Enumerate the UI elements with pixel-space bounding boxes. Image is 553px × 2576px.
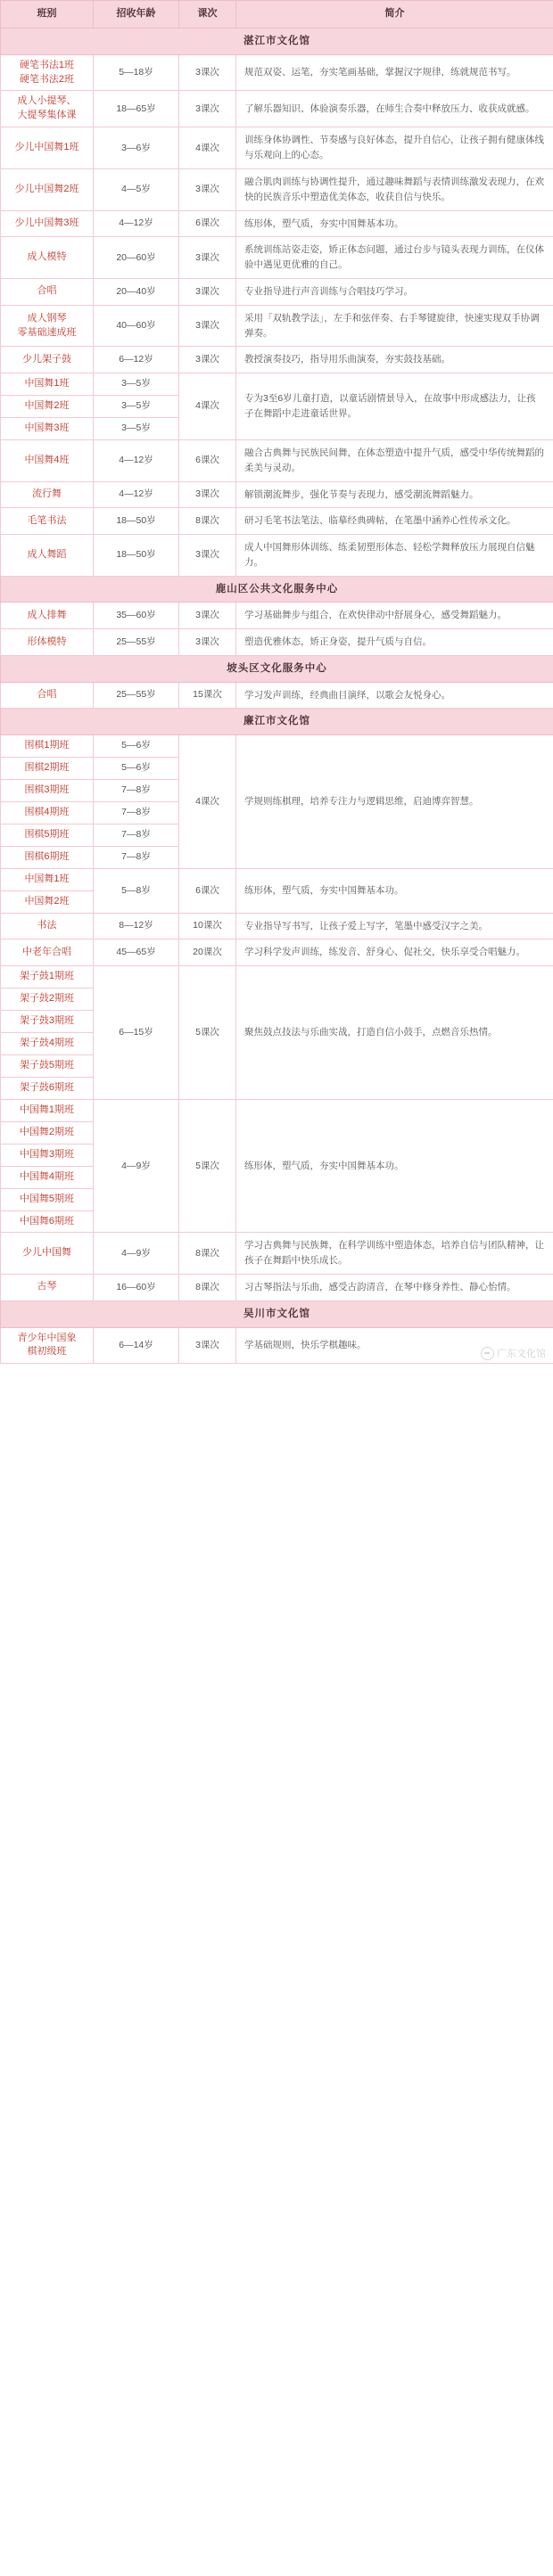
- sessions-cell: 3课次: [179, 91, 236, 127]
- table-row: [1, 91, 553, 127]
- table-row: [1, 278, 553, 305]
- class-name-line: 书法: [37, 920, 57, 931]
- class-name-line: 少儿架子鼓: [22, 353, 71, 365]
- intro-cell: 系统训练站姿走姿，矫正体态问题，通过台步与镜头表现力训练，在仪体验中遇见更优雅的自己。: [236, 237, 553, 279]
- sessions-cell: 3课次: [179, 237, 236, 279]
- table-row: [1, 966, 553, 989]
- intro-cell: 学习基础舞步与组合，在欢快律动中舒展身心，感受舞蹈魅力。: [236, 603, 553, 629]
- table-row: [1, 939, 553, 966]
- sessions-cell: 3课次: [179, 603, 236, 629]
- section-title: 湛江市文化馆: [1, 28, 553, 54]
- age-cell: 25—55岁: [94, 682, 179, 709]
- class-name-line: 架子鼓6期班: [19, 1081, 75, 1093]
- age-cell: 7—8岁: [94, 824, 179, 846]
- table-row: [1, 603, 553, 629]
- sessions-cell: 3课次: [179, 305, 236, 347]
- age-cell: 4—9岁: [94, 1233, 179, 1275]
- class-name-line: 大提琴集体课: [17, 110, 77, 121]
- column-header-intro: 简介: [236, 1, 553, 29]
- class-name-line: 成人舞蹈: [27, 548, 67, 560]
- class-name-cell: [1, 1210, 94, 1233]
- sessions-cell: 3课次: [179, 168, 236, 210]
- sessions-cell: 20课次: [179, 939, 236, 966]
- class-name-cell: [1, 1275, 94, 1301]
- class-name-line: 中国舞4期班: [19, 1170, 75, 1182]
- class-name-cell: [1, 418, 94, 440]
- intro-cell: 教授演奏技巧，指导用乐曲演奏，夯实鼓技基础。: [236, 347, 553, 373]
- table-row: [1, 347, 553, 373]
- table-row: [1, 1099, 553, 1121]
- class-name-line: 中老年合唱: [22, 946, 71, 957]
- sessions-cell: 6课次: [179, 210, 236, 237]
- class-name-line: 中国舞2期班: [19, 1126, 75, 1137]
- sessions-cell: 3课次: [179, 535, 236, 577]
- class-name-cell: [1, 1077, 94, 1099]
- intro-cell: 成人中国舞形体训练、练柔韧塑形体态、轻松学舞释放压力展现自信魅力。: [236, 535, 553, 577]
- sessions-cell: 5课次: [179, 966, 236, 1100]
- class-name-line: 中国舞1期班: [19, 1103, 75, 1115]
- class-name-cell: [1, 1327, 94, 1364]
- sessions-cell: 3课次: [179, 481, 236, 508]
- class-name-line: 中国舞5期班: [19, 1193, 75, 1204]
- sessions-cell: 6课次: [179, 439, 236, 481]
- intro-cell: 专业指导写书写，让孩子爱上写字，笔墨中感受汉字之美。: [236, 913, 553, 939]
- class-name-line: 中国舞6期班: [19, 1215, 75, 1226]
- class-name-cell: [1, 824, 94, 846]
- class-name-cell: [1, 735, 94, 758]
- sessions-cell: 10课次: [179, 913, 236, 939]
- intro-cell: 学习发声训练，经典曲目演绎，以歌会友悦身心。: [236, 682, 553, 709]
- class-name-line: 架子鼓5期班: [19, 1059, 75, 1071]
- section-title: 廉江市文化馆: [1, 709, 553, 735]
- column-header-class: 班别: [1, 1, 94, 29]
- class-name-cell: [1, 1011, 94, 1033]
- class-name-cell: [1, 913, 94, 939]
- intro-cell: 研习毛笔书法笔法、临摹经典碑帖，在笔墨中涵养心性传承文化。: [236, 508, 553, 535]
- sessions-cell: 5课次: [179, 1099, 236, 1233]
- class-name-line: 青少年中国象: [17, 1332, 77, 1343]
- watermark-label: 广东文化馆: [497, 1349, 546, 1360]
- sessions-cell: 3课次: [179, 54, 236, 91]
- column-header-sessions: 课次: [179, 1, 236, 29]
- intro-cell: 学规则练棋理，培养专注力与逻辑思维，启迪博弈智慧。: [236, 735, 553, 869]
- table-row: [1, 127, 553, 169]
- class-name-cell: [1, 1054, 94, 1077]
- class-name-line: 围棋5期班: [24, 828, 70, 840]
- class-name-cell: [1, 868, 94, 890]
- section-title: 吴川市文化馆: [1, 1300, 553, 1327]
- sessions-cell: 3课次: [179, 1327, 236, 1364]
- class-name-line: 硬笔书法1班: [19, 59, 75, 70]
- table-row: [1, 439, 553, 481]
- class-name-line: 古琴: [37, 1281, 57, 1292]
- class-name-cell: [1, 278, 94, 305]
- class-name-cell: [1, 210, 94, 237]
- class-name-cell: [1, 890, 94, 913]
- section-header-row: [1, 28, 553, 54]
- class-name-cell: [1, 1188, 94, 1210]
- class-name-line: 中国舞4班: [24, 454, 70, 465]
- class-name-line: 架子鼓3期班: [19, 1015, 75, 1027]
- table-row: [1, 305, 553, 347]
- sessions-cell: 6课次: [179, 868, 236, 913]
- age-cell: 5—18岁: [94, 54, 179, 91]
- sessions-cell: 4课次: [179, 127, 236, 169]
- class-name-line: 中国舞2班: [24, 400, 70, 412]
- class-name-cell: [1, 1099, 94, 1121]
- table-row: [1, 629, 553, 656]
- age-cell: 5—8岁: [94, 868, 179, 913]
- sessions-cell: 3课次: [179, 278, 236, 305]
- intro-cell: 练形体，塑气质，夯实中国舞基本功。: [236, 210, 553, 237]
- table-body: [1, 28, 553, 1363]
- age-cell: 7—8岁: [94, 780, 179, 802]
- class-name-line: 形体模特: [27, 636, 67, 647]
- age-cell: 20—60岁: [94, 237, 179, 279]
- class-name-cell: [1, 801, 94, 824]
- age-cell: 18—50岁: [94, 508, 179, 535]
- intro-cell: 融合古典舞与民族民间舞，在体态塑造中提升气质，感受中华传统舞蹈的柔美与灵动。: [236, 439, 553, 481]
- age-cell: 6—15岁: [94, 966, 179, 1100]
- class-name-cell: [1, 168, 94, 210]
- intro-cell: 学基础规则，快乐学棋趣味。: [236, 1327, 553, 1364]
- class-name-line: 零基础速成班: [17, 326, 77, 338]
- table-row: [1, 735, 553, 758]
- section-title: 坡头区文化服务中心: [1, 655, 553, 682]
- class-name-cell: [1, 1233, 94, 1275]
- class-name-line: 围棋1期班: [24, 740, 70, 751]
- intro-cell: 练形体，塑气质，夯实中国舞基本功。: [236, 1099, 553, 1233]
- class-name-cell: [1, 1033, 94, 1055]
- class-name-cell: [1, 305, 94, 347]
- class-name-line: 硬笔书法2班: [19, 73, 75, 85]
- table-row: [1, 168, 553, 210]
- age-cell: 45—65岁: [94, 939, 179, 966]
- table-row: [1, 1327, 553, 1364]
- table-row: [1, 508, 553, 535]
- class-name-cell: [1, 629, 94, 656]
- intro-cell: 专业指导进行声音训练与合唱技巧学习。: [236, 278, 553, 305]
- class-name-cell: [1, 1166, 94, 1188]
- age-cell: 40—60岁: [94, 305, 179, 347]
- class-name-line: 成人钢琴: [27, 312, 67, 324]
- class-name-cell: [1, 758, 94, 780]
- table-row: [1, 535, 553, 577]
- class-name-cell: [1, 939, 94, 966]
- class-name-line: 中国舞3期班: [19, 1148, 75, 1160]
- intro-cell: 学习古典舞与民族舞，在科学训练中塑造体态，培养自信与团队精神，让孩子在舞蹈中快乐成长。: [236, 1233, 553, 1275]
- class-name-line: 中国舞1班: [24, 873, 70, 884]
- age-cell: 4—9岁: [94, 1099, 179, 1233]
- intro-cell: 专为3至6岁儿童打造，以童话剧情景导入，在故事中形成感法力，让孩子在舞蹈中走进童话世界。: [236, 373, 553, 440]
- table-row: [1, 237, 553, 279]
- class-name-cell: [1, 603, 94, 629]
- class-name-line: 少儿中国舞2班: [14, 183, 79, 194]
- class-name-line: 合唱: [37, 285, 57, 297]
- intro-cell: 解锁潮流舞步，强化节奏与表现力，感受潮流舞蹈魅力。: [236, 481, 553, 508]
- table-row: [1, 913, 553, 939]
- class-name-cell: [1, 535, 94, 577]
- class-name-line: 棋初级班: [27, 1346, 67, 1358]
- table-row: [1, 682, 553, 709]
- table-row: [1, 210, 553, 237]
- age-cell: 3—5岁: [94, 373, 179, 396]
- table-row: [1, 54, 553, 91]
- class-name-cell: [1, 846, 94, 868]
- class-name-line: 流行舞: [32, 488, 62, 499]
- class-name-line: 成人小提琴、: [17, 95, 77, 107]
- sessions-cell: 8课次: [179, 508, 236, 535]
- age-cell: 3—5岁: [94, 396, 179, 418]
- age-cell: 18—65岁: [94, 91, 179, 127]
- sessions-cell: 8课次: [179, 1233, 236, 1275]
- class-name-cell: [1, 508, 94, 535]
- age-cell: 5—6岁: [94, 735, 179, 758]
- logo-icon: [481, 1347, 494, 1360]
- age-cell: 20—40岁: [94, 278, 179, 305]
- class-name-cell: [1, 682, 94, 709]
- intro-cell: 塑造优雅体态，矫正身姿，提升气质与自信。: [236, 629, 553, 656]
- age-cell: 3—6岁: [94, 127, 179, 169]
- class-name-line: 成人排舞: [27, 609, 67, 620]
- age-cell: 6—14岁: [94, 1327, 179, 1364]
- table-row: [1, 373, 553, 396]
- age-cell: 35—60岁: [94, 603, 179, 629]
- class-name-line: 中国舞2班: [24, 895, 70, 907]
- class-name-cell: [1, 1144, 94, 1166]
- sessions-cell: 3课次: [179, 629, 236, 656]
- class-name-line: 成人模特: [27, 251, 67, 263]
- class-name-cell: [1, 396, 94, 418]
- class-name-cell: [1, 439, 94, 481]
- class-name-cell: [1, 481, 94, 508]
- age-cell: 4—12岁: [94, 481, 179, 508]
- class-name-line: 中国舞3班: [24, 422, 70, 433]
- class-name-line: 围棋3期班: [24, 784, 70, 795]
- class-name-cell: [1, 54, 94, 91]
- intro-cell: 了解乐器知识、体验演奏乐器，在师生合奏中释放压力、收获成就感。: [236, 91, 553, 127]
- intro-cell: 训练身体协调性、节奏感与良好体态，提升自信心，让孩子拥有健康体线与乐观向上的心态。: [236, 127, 553, 169]
- age-cell: 5—6岁: [94, 758, 179, 780]
- class-name-line: 围棋2期班: [24, 762, 70, 774]
- section-header-row: [1, 709, 553, 735]
- sessions-cell: 8课次: [179, 1275, 236, 1301]
- age-cell: 16—60岁: [94, 1275, 179, 1301]
- sessions-cell: 4课次: [179, 373, 236, 440]
- class-name-line: 架子鼓4期班: [19, 1038, 75, 1049]
- intro-cell: 融合肌肉训练与协调性提升，通过趣味舞蹈与表情训练激发表现力，在欢快的民族音乐中塑造优美体态，收获自信与快乐。: [236, 168, 553, 210]
- intro-cell: 习古琴指法与乐曲，感受古韵清音，在琴中修身养性、静心怡情。: [236, 1275, 553, 1301]
- sessions-cell: 4课次: [179, 735, 236, 869]
- class-name-cell: [1, 780, 94, 802]
- class-name-line: 架子鼓1期班: [19, 971, 75, 982]
- class-name-cell: [1, 966, 94, 989]
- intro-cell: 练形体，塑气质，夯实中国舞基本功。: [236, 868, 553, 913]
- table-row: [1, 1275, 553, 1301]
- table-row: [1, 1233, 553, 1275]
- class-name-line: 合唱: [37, 689, 57, 701]
- intro-cell: 采用「双轨教学法」，左手和弦伴奏、右手琴键旋律，快速实现双手协调弹奏。: [236, 305, 553, 347]
- age-cell: 4—12岁: [94, 439, 179, 481]
- class-name-line: 中国舞1班: [24, 378, 70, 390]
- class-name-cell: [1, 237, 94, 279]
- table-header-row: [1, 1, 553, 29]
- class-name-cell: [1, 1121, 94, 1144]
- table-row: [1, 868, 553, 890]
- sessions-cell: 15课次: [179, 682, 236, 709]
- class-name-line: 毛笔书法: [27, 514, 67, 526]
- intro-cell: 学习科学发声训练，练发音、舒身心、促社交，快乐享受合唱魅力。: [236, 939, 553, 966]
- class-name-line: 围棋4期班: [24, 806, 70, 817]
- age-cell: 7—8岁: [94, 846, 179, 868]
- class-name-line: 围棋6期班: [24, 850, 70, 862]
- class-name-line: 架子鼓2期班: [19, 993, 75, 1005]
- intro-cell: 聚焦鼓点技法与乐曲实战，打造自信小鼓手，点燃音乐热情。: [236, 966, 553, 1100]
- age-cell: 8—12岁: [94, 913, 179, 939]
- class-name-line: 少儿中国舞: [22, 1247, 71, 1259]
- class-name-cell: [1, 127, 94, 169]
- age-cell: 6—12岁: [94, 347, 179, 373]
- class-name-line: 少儿中国舞1班: [14, 142, 79, 153]
- section-header-row: [1, 1300, 553, 1327]
- age-cell: 4—12岁: [94, 210, 179, 237]
- section-header-row: [1, 655, 553, 682]
- age-cell: 7—8岁: [94, 801, 179, 824]
- class-name-line: 少儿中国舞3班: [14, 217, 79, 228]
- table-row: [1, 481, 553, 508]
- class-name-cell: [1, 373, 94, 396]
- section-header-row: [1, 576, 553, 603]
- class-name-cell: [1, 989, 94, 1011]
- age-cell: 4—5岁: [94, 168, 179, 210]
- section-title: 鹿山区公共文化服务中心: [1, 576, 553, 603]
- class-name-cell: [1, 347, 94, 373]
- sessions-cell: 3课次: [179, 347, 236, 373]
- intro-cell: 规范双姿、运笔，夯实笔画基础，掌握汉字规律，练就规范书写。: [236, 54, 553, 91]
- column-header-age: 招收年龄: [94, 1, 179, 29]
- age-cell: 3—5岁: [94, 418, 179, 440]
- class-name-cell: [1, 91, 94, 127]
- age-cell: 18—50岁: [94, 535, 179, 577]
- age-cell: 25—55岁: [94, 629, 179, 656]
- watermark: [481, 1346, 546, 1360]
